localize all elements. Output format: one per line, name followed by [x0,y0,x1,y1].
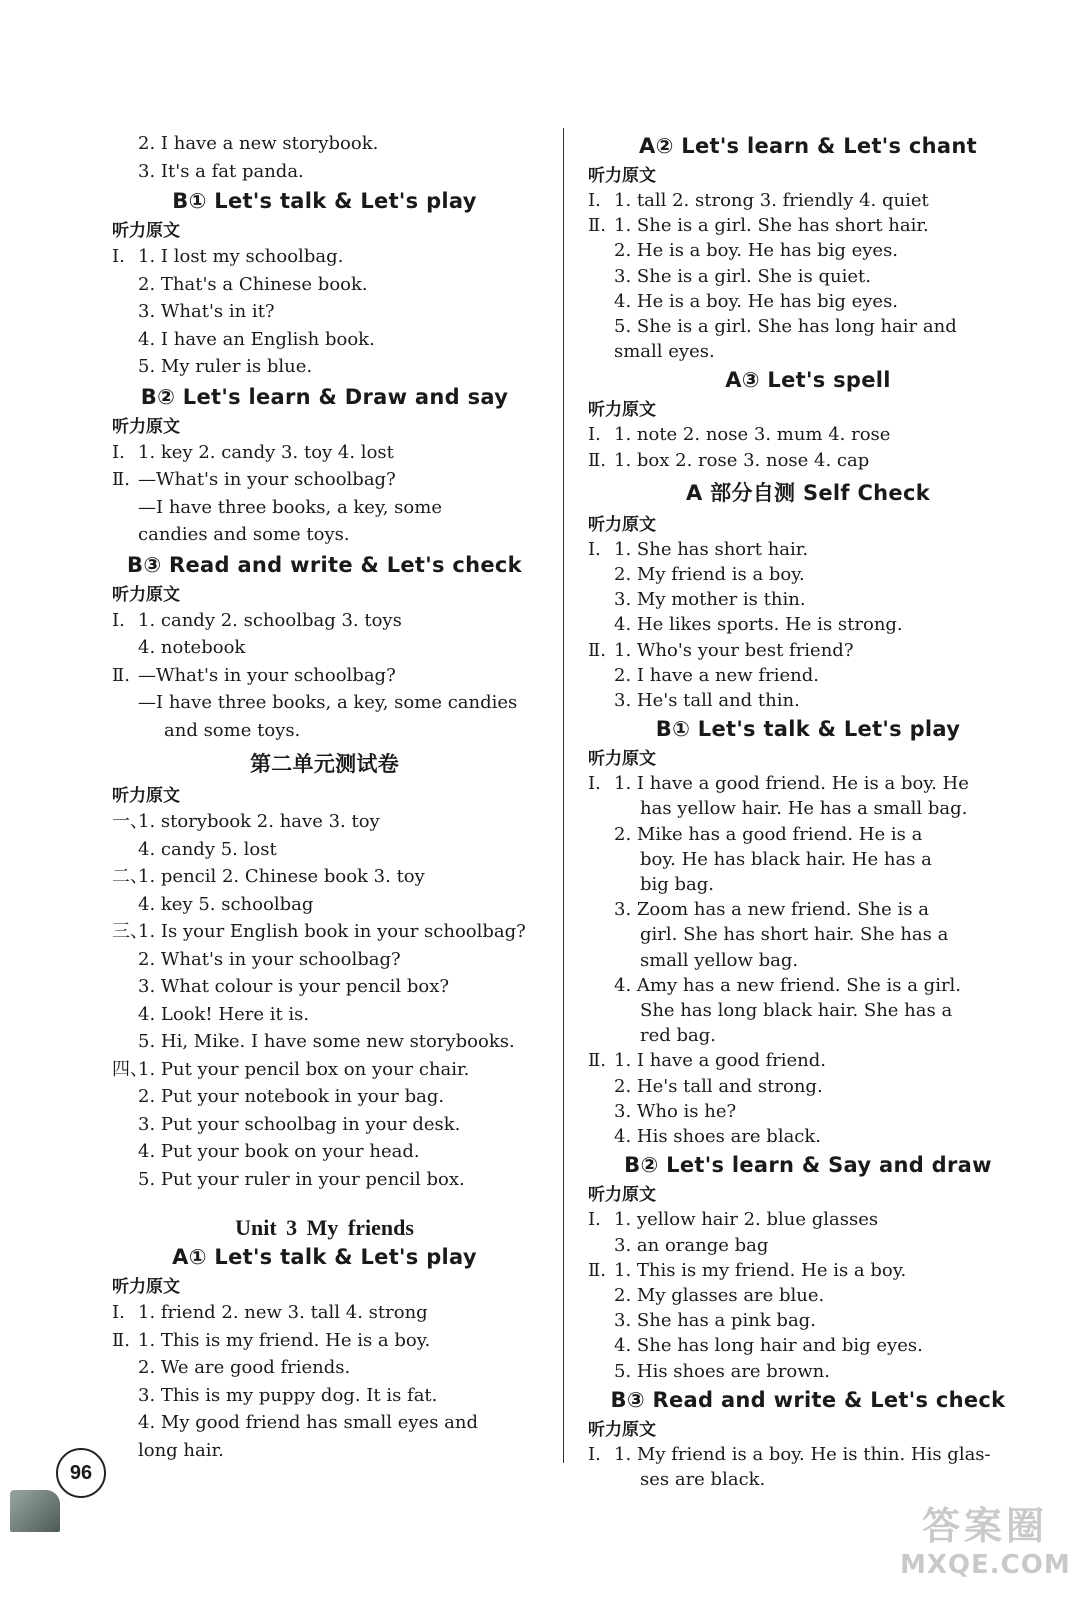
line-text: 4. She has long hair and big eyes. [614,1335,923,1357]
text-line [112,836,537,864]
text-line [588,314,1028,339]
text-line [588,289,1028,314]
text-line [112,1327,537,1355]
line-text: 5. Hi, Mike. I have some new storybooks. [138,1031,515,1052]
section-heading: B③ Read and write & Let's check [610,1387,1006,1412]
text-line [112,918,537,946]
text-line [112,1382,537,1410]
section-heading: A② Let's learn & Let's chant [639,134,977,158]
text-line [588,998,1028,1023]
text-line [112,1028,537,1056]
line-text: 4. My good friend has small eyes and [138,1412,479,1433]
text-line [112,1354,537,1382]
page-number: 96 [56,1448,106,1498]
text-line [588,822,1028,847]
item-marker: Ⅰ. [112,1302,125,1323]
line-text: has yellow hair. He has a small bag. [640,798,968,820]
line-text: 2. Put your notebook in your bag. [138,1086,445,1107]
listening-label: 听力原文 [588,166,656,186]
line-text: 4. notebook [138,637,246,658]
text-line [112,607,537,635]
line-text: 3. She has a pink bag. [614,1310,816,1332]
line-text: 2. My friend is a boy. [614,564,805,586]
text-line [112,1111,537,1139]
line-text: 3. Zoom has a new friend. She is a [614,899,929,921]
text-line [588,1308,1028,1333]
line-text: 1. box 2. rose 3. nose 4. cap [614,449,870,471]
text-line [588,448,1028,473]
text-line [112,494,537,522]
item-marker: Ⅱ. [112,1329,130,1351]
item-marker: Ⅱ. [588,1050,606,1072]
item-marker: Ⅱ. [112,469,130,490]
line-text: 1. key 2. candy 3. toy 4. lost [138,441,394,463]
line-text: 3. She is a girl. She is quiet. [614,265,871,287]
text-line [588,847,1028,872]
line-text: 3. This is my puppy dog. It is fat. [138,1384,438,1406]
line-text: 4. His shoes are black. [614,1126,822,1148]
text-line [588,1359,1028,1384]
line-text: 2. He is a boy. He has big eyes. [614,240,899,262]
listening-label: 听力原文 [588,749,656,770]
section-heading: 第二单元测试卷 [249,752,400,776]
line-text: 4. He is a boy. He has big eyes. [614,290,899,312]
section-heading: B① Let's talk & Let's play [172,189,477,213]
line-text: 4. key 5. schoolbag [138,893,314,915]
line-text: ses are black. [640,1468,766,1490]
line-text: 1. This is my friend. He is a boy. [614,1259,907,1281]
item-marker: Ⅰ. [112,609,125,631]
line-text: 1. friend 2. new 3. tall 4. strong [138,1302,428,1323]
text-line [588,1233,1028,1258]
item-marker: Ⅱ. [112,664,130,686]
line-text: 4. Put your book on your head. [138,1141,420,1162]
line-text: 5. Put your ruler in your pencil box. [138,1168,465,1190]
text-line [588,1333,1028,1358]
text-line [588,238,1028,263]
text-line [588,612,1028,637]
text-line [112,439,537,467]
line-text: 3. It's a fat panda. [138,160,304,182]
text-line [112,271,537,299]
line-text: 2. He's tall and strong. [614,1075,823,1097]
line-text: 2. What's in your schoolbag? [138,948,401,970]
line-text: 2. Mike has a good friend. He is a [614,823,923,845]
line-text: 1. storybook 2. have 3. toy [138,811,380,832]
listening-label: 听力原文 [588,514,656,535]
line-text: and some toys. [164,719,301,741]
text-line [588,1048,1028,1073]
text-line [112,891,537,919]
listening-label: 听力原文 [112,584,180,605]
text-line [112,243,537,271]
item-marker: Ⅰ. [588,1443,601,1465]
text-line [588,1283,1028,1308]
line-text: 3. an orange bag [614,1234,769,1256]
text-line [112,158,537,186]
text-line [588,1442,1028,1467]
text-line [588,188,1028,213]
text-line [588,771,1028,796]
text-line [588,922,1028,947]
listening-label: 听力原文 [112,416,180,437]
line-text: —What's in your schoolbag? [138,469,396,490]
text-line [588,688,1028,713]
text-line [112,1056,537,1084]
line-text: 1. yellow hair 2. blue glasses [614,1209,879,1231]
line-text: girl. She has short hair. She has a [640,924,949,946]
line-text: 1. This is my friend. He is a boy. [138,1329,431,1351]
text-line [588,872,1028,897]
line-text: 2. My glasses are blue. [614,1284,825,1306]
text-line [112,1409,537,1437]
text-line [112,946,537,974]
item-marker: Ⅰ. [588,190,601,211]
watermark-cn: 答案圈 [921,1504,1048,1548]
text-line [112,808,537,836]
unit-title: Unit 3 My friends [235,1215,414,1240]
text-line [588,264,1028,289]
text-line [588,587,1028,612]
line-text: 1. I have a good friend. [614,1050,827,1072]
line-text: 3. Who is he? [614,1100,737,1122]
section-heading: A① Let's talk & Let's play [172,1245,477,1269]
left-column [112,130,537,1464]
text-line [588,339,1028,364]
line-text: 1. tall 2. strong 3. friendly 4. quiet [614,190,929,211]
item-marker: Ⅰ. [112,246,125,267]
line-text: boy. He has black hair. He has a [640,848,932,870]
text-line [112,521,537,549]
line-text: 1. She is a girl. She has short hair. [614,215,929,237]
text-line [112,1001,537,1029]
line-text: 2. We are good friends. [138,1357,351,1378]
column-divider [563,128,564,1463]
line-text: 1. I have a good friend. He is a boy. He [614,773,969,795]
line-text: 2. That's a Chinese book. [138,273,368,295]
text-line [112,130,537,158]
watermark-logo [900,1495,1070,1595]
text-line [112,298,537,326]
listening-label: 听力原文 [112,221,180,241]
text-line [588,1207,1028,1232]
line-text: 2. I have a new storybook. [138,133,379,154]
line-text: red bag. [640,1025,716,1047]
text-line [588,1023,1028,1048]
text-line [112,863,537,891]
item-marker: Ⅱ. [588,215,606,237]
section-heading: B② Let's learn & Draw and say [140,384,509,409]
listening-label: 听力原文 [588,1185,656,1206]
line-text: —I have three books, a key, some candies [138,692,518,713]
watermark-en: MXQE.COM [900,1550,1071,1580]
item-marker: Ⅰ. [588,538,601,560]
line-text: 4. Look! Here it is. [138,1003,310,1025]
line-text: 3. What's in it? [138,301,275,322]
line-text: 1. I lost my schoolbag. [138,246,344,267]
text-line [588,663,1028,688]
text-line [588,537,1028,562]
text-line [588,1467,1028,1492]
item-marker: Ⅱ. [588,1259,606,1281]
line-text: 1. candy 2. schoolbag 3. toys [138,609,402,631]
listening-label: 听力原文 [112,786,180,806]
text-line [588,796,1028,821]
listening-label: 听力原文 [112,1277,180,1297]
section-heading: A③ Let's spell [725,368,891,393]
text-line [112,1166,537,1194]
text-line [588,897,1028,922]
item-marker: Ⅰ. [588,424,601,446]
line-text: 4. He likes sports. He is strong. [614,614,903,636]
line-text: 1. note 2. nose 3. mum 4. rose [614,424,891,446]
line-text: candies and some toys. [138,524,350,545]
text-line [112,353,537,381]
line-text: 3. My mother is thin. [614,589,806,611]
item-marker: Ⅰ. [588,773,601,795]
text-line [112,1138,537,1166]
line-text: 3. Put your schoolbag in your desk. [138,1113,461,1135]
item-marker: Ⅰ. [112,441,125,463]
line-text: 3. What colour is your pencil box? [138,976,449,997]
line-text: 2. I have a new friend. [614,664,819,686]
item-marker: Ⅱ. [588,639,606,661]
line-text: 4. candy 5. lost [138,838,277,860]
line-text: long hair. [138,1439,224,1461]
line-text: 5. My ruler is blue. [138,356,313,377]
line-text: —I have three books, a key, some [138,496,442,518]
listening-label: 听力原文 [588,400,656,421]
text-line [112,1437,537,1465]
line-text: 3. He's tall and thin. [614,690,800,712]
item-marker: 三、 [112,921,148,942]
line-text: big bag. [640,874,715,896]
line-text: 4. I have an English book. [138,328,375,350]
line-text: small eyes. [614,341,715,363]
text-line [588,973,1028,998]
listening-label: 听力原文 [588,1419,656,1440]
section-heading: B① Let's talk & Let's play [655,717,961,742]
text-line [112,662,537,690]
line-text: 1. Who's your best friend? [614,639,854,661]
text-line [112,1299,537,1327]
line-text: 5. His shoes are brown. [614,1360,830,1382]
text-line [588,1099,1028,1124]
text-line [112,717,537,745]
line-text: 5. She is a girl. She has long hair and [614,316,957,338]
line-text: She has long black hair. She has a [640,1000,953,1022]
text-line [588,422,1028,447]
item-marker: Ⅰ. [588,1209,601,1231]
item-marker: Ⅱ. [588,449,606,471]
text-line [588,638,1028,663]
text-line [588,1124,1028,1149]
corner-decoration [10,1490,60,1532]
line-text: 1. pencil 2. Chinese book 3. toy [138,866,425,887]
item-marker: 一、 [112,811,148,832]
line-text: 1. Is your English book in your schoolbag? [138,921,526,942]
text-line [112,689,537,717]
section-heading: A 部分自测 Self Check [685,480,930,505]
text-line [588,948,1028,973]
text-line [112,973,537,1001]
section-heading: B② Let's learn & Say and draw [624,1153,992,1178]
text-line [588,1258,1028,1283]
line-text: —What's in your schoolbag? [138,664,396,686]
text-line [112,466,537,494]
right-column [588,130,1028,1492]
line-text: 4. Amy has a new friend. She is a girl. [614,974,962,996]
text-line [588,1074,1028,1099]
line-text: 1. Put your pencil box on your chair. [138,1058,470,1080]
section-heading: B③ Read and write & Let's check [127,552,522,577]
text-line [112,1083,537,1111]
item-marker: 四、 [112,1058,148,1080]
line-text: 1. She has short hair. [614,538,809,560]
item-marker: 二、 [112,866,148,887]
text-line [588,213,1028,238]
text-line [112,634,537,662]
text-line [588,562,1028,587]
line-text: 1. My friend is a boy. He is thin. His glas- [614,1443,991,1465]
line-text: small yellow bag. [640,949,799,971]
text-line [112,326,537,354]
